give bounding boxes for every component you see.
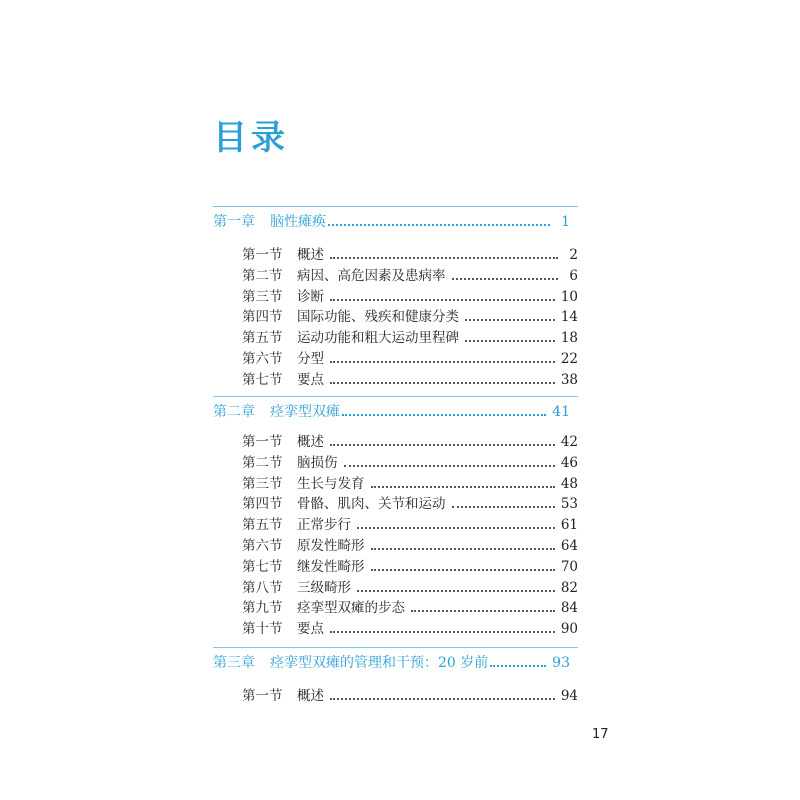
dot-leader — [452, 277, 559, 280]
section-title: 要点 — [297, 621, 324, 637]
section-page-number: 18 — [560, 330, 578, 346]
section-title: 要点 — [297, 372, 324, 388]
dot-leader — [465, 339, 555, 342]
section-page-number: 14 — [560, 309, 578, 325]
toc-section-entry[interactable] — [242, 287, 578, 307]
dot-leader — [330, 381, 555, 384]
section-page-number: 38 — [560, 372, 578, 388]
toc-chapter-entry[interactable] — [213, 212, 570, 232]
chapter-title: 痉挛型双瘫 — [270, 404, 340, 420]
section-page-number: 53 — [560, 496, 578, 512]
section-title: 概述 — [297, 247, 324, 263]
toc-section-entry[interactable] — [242, 266, 578, 286]
toc-section-entry[interactable] — [242, 245, 578, 265]
dot-leader — [330, 443, 555, 446]
section-number: 第四节 — [242, 496, 283, 512]
section-number: 第三节 — [242, 476, 283, 492]
section-number: 第二节 — [242, 455, 283, 471]
chapter-number: 第三章 — [213, 655, 255, 671]
section-number: 第七节 — [242, 559, 283, 575]
section-title: 骨骼、肌肉、关节和运动 — [297, 496, 446, 512]
section-number: 第六节 — [242, 538, 283, 554]
chapter-title: 脑性瘫痪 — [270, 214, 326, 230]
chapter-page-number: 93 — [552, 655, 570, 671]
section-page-number: 2 — [569, 247, 578, 263]
section-number: 第一节 — [242, 688, 283, 704]
chapter-divider — [213, 206, 578, 207]
section-page-number: 46 — [560, 455, 578, 471]
section-title: 三级畸形 — [297, 580, 351, 596]
section-page-number: 22 — [560, 351, 578, 367]
section-title: 概述 — [297, 688, 324, 704]
dot-leader — [344, 464, 555, 467]
page-number: 17 — [592, 727, 609, 742]
dot-leader — [330, 697, 555, 700]
section-page-number: 64 — [560, 538, 578, 554]
dot-leader — [490, 664, 546, 667]
toc-chapter-entry[interactable] — [213, 402, 570, 422]
section-page-number: 6 — [569, 268, 578, 284]
dot-leader — [371, 547, 555, 550]
dot-leader — [330, 256, 558, 259]
chapter-divider — [213, 647, 578, 648]
toc-section-entry[interactable] — [242, 557, 578, 577]
section-number: 第八节 — [242, 580, 283, 596]
dot-leader — [357, 589, 555, 592]
toc-section-entry[interactable] — [242, 515, 578, 535]
chapter-page-number: 41 — [552, 404, 570, 420]
section-number: 第五节 — [242, 330, 283, 346]
toc-section-entry[interactable] — [242, 578, 578, 598]
toc-section-entry[interactable] — [242, 328, 578, 348]
section-page-number: 48 — [560, 476, 578, 492]
toc-section-entry[interactable] — [242, 370, 578, 390]
dot-leader — [411, 609, 555, 612]
section-title: 病因、高危因素及患病率 — [297, 268, 446, 284]
section-page-number: 42 — [560, 434, 578, 450]
dot-leader — [328, 223, 550, 226]
section-title: 概述 — [297, 434, 324, 450]
section-number: 第三节 — [242, 289, 283, 305]
section-number: 第十节 — [242, 621, 283, 637]
toc-section-entry[interactable] — [242, 536, 578, 556]
toc-section-entry[interactable] — [242, 686, 578, 706]
section-page-number: 94 — [560, 688, 578, 704]
toc-section-entry[interactable] — [242, 349, 578, 369]
section-title: 生长与发育 — [297, 476, 365, 492]
section-number: 第五节 — [242, 517, 283, 533]
section-title: 继发性畸形 — [297, 559, 365, 575]
dot-leader — [452, 505, 555, 508]
section-number: 第二节 — [242, 268, 283, 284]
chapter-number: 第二章 — [213, 404, 255, 420]
dot-leader — [330, 360, 555, 363]
section-title: 诊断 — [297, 289, 324, 305]
section-title: 痉挛型双瘫的步态 — [297, 600, 405, 616]
section-number: 第九节 — [242, 600, 283, 616]
section-number: 第六节 — [242, 351, 283, 367]
toc-section-entry[interactable] — [242, 598, 578, 618]
section-page-number: 84 — [560, 600, 578, 616]
page-title: 目录 — [213, 118, 289, 158]
section-number: 第七节 — [242, 372, 283, 388]
section-title: 脑损伤 — [297, 455, 338, 471]
toc-section-entry[interactable] — [242, 453, 578, 473]
section-title: 原发性畸形 — [297, 538, 365, 554]
section-title: 运动功能和粗大运动里程碑 — [297, 330, 459, 346]
dot-leader — [357, 526, 555, 529]
toc-section-entry[interactable] — [242, 307, 578, 327]
section-page-number: 70 — [560, 559, 578, 575]
section-page-number: 82 — [560, 580, 578, 596]
section-page-number: 90 — [560, 621, 578, 637]
section-number: 第一节 — [242, 247, 283, 263]
dot-leader — [342, 413, 546, 416]
chapter-number: 第一章 — [213, 214, 255, 230]
toc-section-entry[interactable] — [242, 474, 578, 494]
section-title: 分型 — [297, 351, 324, 367]
chapter-title: 痉挛型双瘫的管理和干预：20 岁前 — [270, 655, 489, 671]
dot-leader — [371, 485, 555, 488]
section-number: 第四节 — [242, 309, 283, 325]
toc-section-entry[interactable] — [242, 432, 578, 452]
dot-leader — [330, 630, 555, 633]
toc-section-entry[interactable] — [242, 619, 578, 639]
section-page-number: 61 — [560, 517, 578, 533]
section-title: 国际功能、残疾和健康分类 — [297, 309, 459, 325]
chapter-page-number: 1 — [561, 214, 570, 230]
section-title: 正常步行 — [297, 517, 351, 533]
chapter-divider — [213, 396, 578, 397]
toc-section-entry[interactable] — [242, 494, 578, 514]
dot-leader — [465, 318, 555, 321]
dot-leader — [371, 568, 555, 571]
toc-chapter-entry[interactable] — [213, 653, 570, 673]
dot-leader — [330, 298, 555, 301]
section-page-number: 10 — [560, 289, 578, 305]
section-number: 第一节 — [242, 434, 283, 450]
